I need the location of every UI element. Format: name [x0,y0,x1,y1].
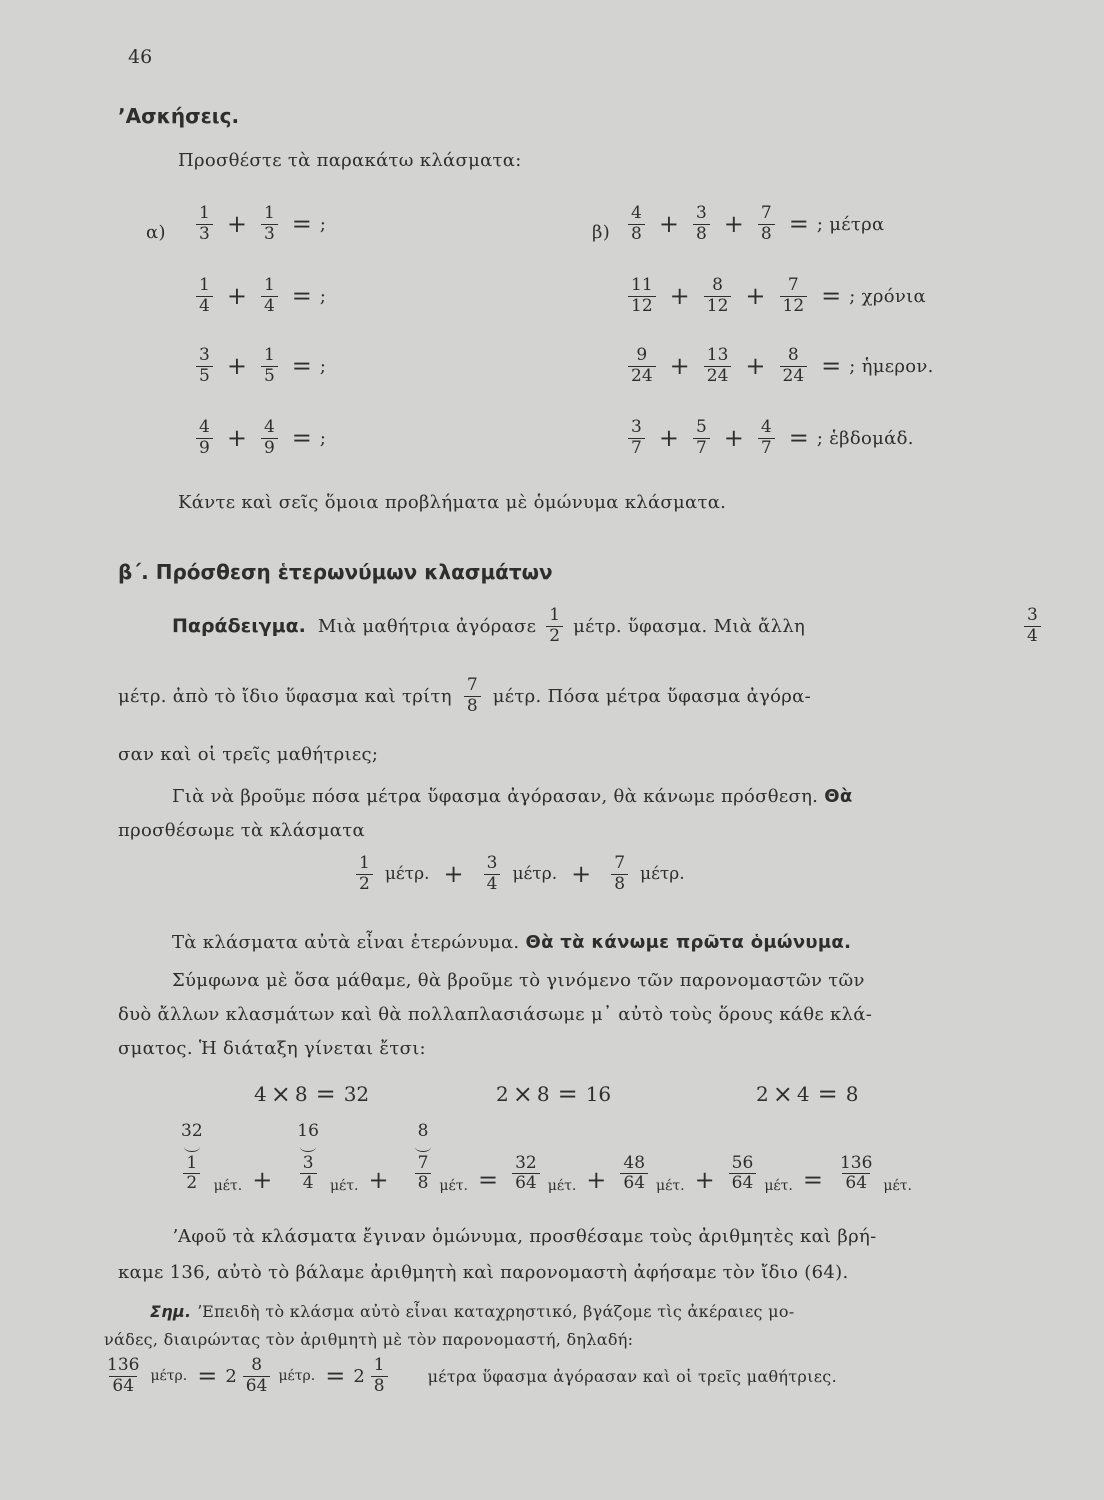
fraction: $\frac{48}{64}$ [620,1154,648,1194]
fraction: $\frac{1}{5}$ [261,346,278,386]
question-mark: ; [319,213,327,235]
fraction-with-multiplier: 16 3 4 [294,1122,322,1194]
fraction: $\frac{1}{3}$ [196,204,213,244]
unit-label: μέτρ. [384,864,430,885]
plus-sign: + [694,1165,715,1194]
plus-sign: + [226,352,247,381]
equals-sign: = [802,1165,823,1194]
exercises-closing: Κάντε καὶ σεῖς ὅμοια προβλήματα μὲ ὁμώνυμα κλάσματα. [178,492,727,513]
final-text: μέτρα ὕφασμα ἀγόρασαν καὶ οἱ τρεῖς μαθήτριες. [427,1366,837,1386]
fraction: $\frac{1}{8}$ [371,1356,388,1396]
exercise-b-4 [622,418,914,458]
exercise-a-3 [190,346,326,386]
plus-sign: + [226,210,247,239]
plus-sign: + [723,210,744,239]
calculation-line [172,1122,914,1194]
paragraph-2-bold: Θὰ τὰ κάνωμε πρῶτα ὁμώνυμα. [525,932,852,953]
fraction: $\frac{3}{7}$ [628,418,645,458]
equals-sign: = [291,352,312,381]
plus-sign: + [226,424,247,453]
question-mark: ; [319,355,327,377]
fraction: $\frac{32}{64}$ [512,1154,540,1194]
paragraph-1-line-1: Γιὰ νὰ βροῦμε πόσα μέτρα ὕφασμα ἀγόρασαν, θὰ κάνωμε πρόσθεση. Θὰ [172,786,853,807]
exercises-heading: ʼΑσκήσεις. [118,104,240,128]
question-mark: ; [319,427,327,449]
equals-sign: = [197,1362,218,1391]
fraction: $\frac{3}{8}$ [693,204,710,244]
plus-sign: + [252,1165,273,1194]
exercise-a-1 [190,204,326,244]
fraction: $\frac{136}{64}$ [107,1355,140,1396]
mixed-number: 2 $\frac{1}{8}$ [353,1356,393,1396]
unit-label: ; χρόνια [849,285,926,307]
unit-label: ; μέτρα [816,213,885,235]
unit-label: ; ἑβδομάδ. [816,427,914,449]
unit-label: μέτ. [764,1177,793,1194]
unit-label: μέτρ. [150,1368,188,1385]
fraction: $\frac{9}{24}$ [628,346,656,386]
product-3: 2 × 4 = 8 [756,1080,859,1108]
fraction: $\frac{4}{9}$ [261,418,278,458]
product-2: 2 × 8 = 16 [496,1080,612,1108]
unit-label: μέτ. [439,1177,468,1194]
fraction: $\frac{4}{9}$ [196,418,213,458]
example-line-2 [118,676,811,716]
note-line-2: νάδες, διαιρώντας τὸν ἀριθμητὴ μὲ τὸν παρονομαστή, δηλαδή: [104,1330,634,1349]
exercise-a-2 [190,276,326,316]
fraction: $\frac{3}{4}$ [484,854,501,894]
equals-sign: = [821,282,842,311]
unit-label: μέτ. [329,1177,359,1194]
unit-label: ; ἡμερον. [849,355,934,377]
fraction: $\frac{5}{7}$ [693,418,710,458]
fraction: $\frac{13}{24}$ [704,346,732,386]
fraction: $\frac{1}{2}$ [356,854,373,894]
equals-sign: = [325,1362,346,1391]
fraction: $\frac{3}{4}$ [1024,606,1041,646]
plus-sign: + [586,1165,607,1194]
multiplier: 32 [181,1121,203,1141]
part-b-label: β) [592,222,611,243]
product-1: 4 × 8 = 32 [254,1080,370,1108]
plus-sign: + [745,352,766,381]
equals-sign: = [291,210,312,239]
paragraph-4-line-2: καμε 136, αὐτὸ τὸ βάλαμε ἀριθμητὴ καὶ παρονομαστὴ ἀφήσαμε τὸν ἴδιο (64). [118,1262,849,1283]
fraction: $\frac{11}{12}$ [628,276,656,316]
exercise-b-1 [622,204,884,244]
equals-sign: = [291,282,312,311]
fraction: $\frac{7}{8}$ [464,676,481,716]
paragraph-3-line-2: δυὸ ἄλλων κλασμάτων καὶ θὰ πολλαπλασιάσωμε μ᾿ αὐτὸ τοὺς ὅρους κάθε κλά- [118,1004,873,1025]
paragraph-2: Τὰ κλάσματα αὐτὰ εἶναι ἑτερώνυμα. Θὰ τὰ κάνωμε πρῶτα ὁμώνυμα. [172,932,852,953]
fraction: $\frac{1}{4}$ [196,276,213,316]
example-text: μέτρ. ἀπὸ τὸ ἴδιο ὕφασμα καὶ τρίτη [118,685,452,707]
mixed-number: 2 $\frac{8}{64}$ [225,1356,276,1396]
paragraph-3-line-1: Σύμφωνα μὲ ὅσα μάθαμε, θὰ βροῦμε τὸ γινόμενο τῶν παρονομαστῶν τῶν [172,970,865,991]
equals-sign: = [477,1165,499,1194]
exercises-instruction: Προσθέστε τὰ παρακάτω κλάσματα: [178,150,522,171]
fraction: $\frac{8}{12}$ [704,276,732,316]
page-number: 46 [128,46,153,68]
plus-sign: + [658,424,679,453]
fraction: $\frac{4}{8}$ [628,204,645,244]
multiplier: 8 [417,1121,429,1141]
example-label: Παράδειγμα. [172,615,306,638]
equals-sign: = [291,424,312,453]
note-line-1: Σημ. ʼΕπειδὴ τὸ κλάσμα αὐτὸ εἶναι καταχρηστικό, βγάζομε τὶς ἀκέραιες μο- [150,1302,795,1321]
final-expression [98,1356,837,1396]
fraction-with-multiplier: 32 1 2 [178,1122,206,1194]
equals-sign: = [821,352,842,381]
fraction: $\frac{56}{64}$ [729,1154,757,1194]
fraction: $\frac{3}{5}$ [196,346,213,386]
fraction: $\frac{136}{64}$ [839,1152,873,1194]
fraction: $\frac{8}{64}$ [243,1356,271,1396]
unit-label: μέτ. [656,1177,685,1194]
fraction: $\frac{7}{8}$ [758,204,775,244]
fraction: $\frac{4}{7}$ [758,418,775,458]
multiplier: 16 [297,1121,319,1141]
exercise-b-3 [622,346,934,386]
plus-sign: + [571,860,592,889]
unit-label: μέτρ. [512,864,558,885]
example-fraction-3-4 [1018,606,1047,646]
plus-sign: + [745,282,766,311]
equals-sign: = [788,210,809,239]
plus-sign: + [723,424,744,453]
sum-expression [350,854,685,894]
fraction: $\frac{1}{2}$ [546,606,563,646]
exercise-b-2 [622,276,926,316]
plus-sign: + [669,282,690,311]
fraction-with-multiplier: 8 7 8 [415,1122,432,1194]
plus-sign: + [226,282,247,311]
unit-label: μέτ. [883,1177,912,1194]
fraction: $\frac{7}{12}$ [780,276,808,316]
fraction: $\frac{1}{4}$ [261,276,278,316]
plus-sign: + [658,210,679,239]
unit-label: μέτρ. [278,1368,316,1385]
exercise-a-4 [190,418,326,458]
example-line-3: σαν καὶ οἱ τρεῖς μαθήτριες; [118,744,379,765]
example-text: μέτρ. ὕφασμα. Μιὰ ἄλλη [573,615,806,637]
plus-sign: + [443,860,464,889]
example-line-1 [172,606,805,646]
example-text: Μιὰ μαθήτρια ἀγόρασε [317,615,537,637]
paragraph-1-line-2: προσθέσωμε τὰ κλάσματα [118,820,365,841]
example-text: μέτρ. Πόσα μέτρα ὕφασμα ἀγόρα- [492,685,811,707]
plus-sign: + [669,352,690,381]
unit-label: μέτ. [213,1177,243,1194]
paragraph-3-line-3: σματος. Ἡ διάταξη γίνεται ἔτσι: [118,1038,426,1059]
paragraph-4-line-1: ʼΑφοῦ τὰ κλάσματα ἔγιναν ὁμώνυμα, προσθέσαμε τοὺς ἀριθμητὲς καὶ βρή- [172,1226,877,1247]
unit-label: μέτ. [547,1177,577,1194]
question-mark: ; [319,285,327,307]
note-label: Σημ. [150,1302,192,1321]
unit-label: μέτρ. [640,864,685,885]
plus-sign: + [368,1165,389,1194]
paragraph-1-bold: Θὰ [824,786,853,807]
fraction: $\frac{7}{8}$ [611,854,628,894]
fraction: $\frac{1}{3}$ [261,204,278,244]
fraction: $\frac{8}{24}$ [780,346,808,386]
equals-sign: = [788,424,809,453]
part-a-label: α) [146,222,166,243]
section-title: β΄. Πρόσθεση ἑτερωνύμων κλασμάτων [118,560,553,584]
